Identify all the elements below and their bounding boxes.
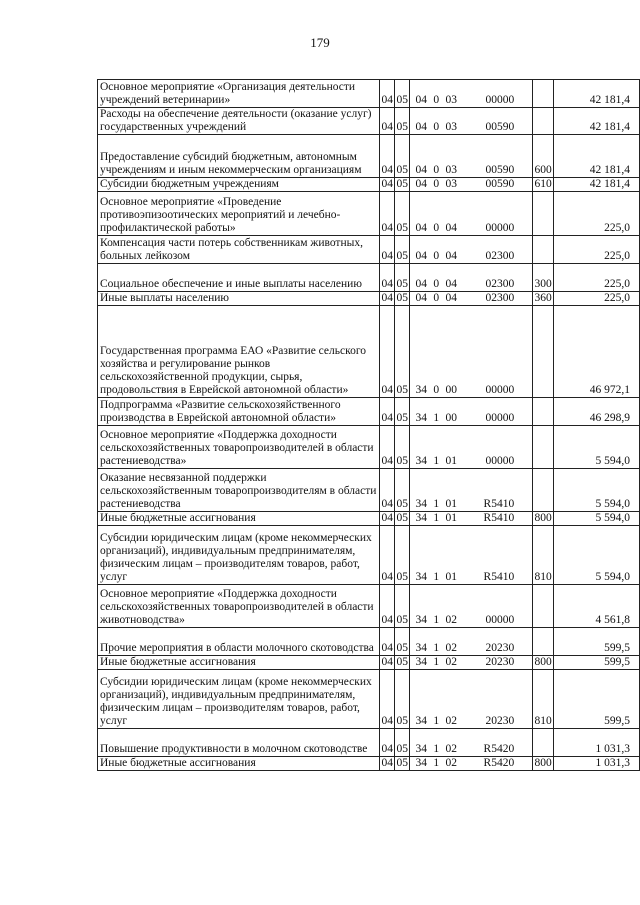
section-code: 04 [380, 729, 395, 757]
target-article-part: 20230 [485, 656, 515, 668]
expense-type-code: 800 [534, 757, 552, 769]
expense-type-code [533, 80, 554, 108]
section-code: 04 [380, 398, 395, 426]
subsection-code: 05 [395, 108, 410, 135]
subsection-code: 05 [395, 526, 410, 585]
table-row [98, 526, 640, 585]
table-row [98, 264, 640, 292]
target-article-code [410, 426, 533, 469]
expense-type-code: 800 [534, 656, 552, 668]
row-amount: 5 594,0 [554, 426, 640, 469]
target-article-part: 34 [415, 715, 427, 727]
row-name: Социальное обеспечение и иные выплаты населению [98, 264, 380, 292]
expense-type-code [533, 628, 554, 656]
expense-type-code [533, 108, 554, 135]
row-amount: 1 031,3 [554, 757, 640, 771]
target-article-code [410, 108, 533, 135]
row-amount: 46 298,9 [554, 398, 640, 426]
subsection-code: 05 [396, 178, 408, 190]
target-article-part: R5420 [483, 743, 515, 755]
table-row [98, 656, 640, 670]
row-amount: 599,5 [554, 628, 640, 656]
subsection-code: 05 [396, 656, 408, 668]
subsection-code: 05 [396, 512, 408, 524]
target-article-part: 02 [445, 642, 457, 654]
target-article-code [410, 264, 533, 292]
target-article-part: 01 [445, 571, 457, 583]
row-amount: 5 594,0 [554, 526, 640, 585]
target-article-part: 0 [433, 384, 440, 396]
row-name: Расходы на обеспечение деятельности (оказание услуг) государственных учреждений [98, 108, 380, 135]
target-article-part: 1 [433, 656, 440, 668]
expense-type-code [533, 306, 554, 398]
target-article-part: 03 [445, 178, 457, 190]
target-article-code [410, 398, 533, 426]
table-row [98, 236, 640, 264]
row-amount: 42 181,4 [554, 178, 640, 192]
target-article-part: 1 [433, 498, 440, 510]
target-article-part: 34 [415, 642, 427, 654]
table-row [98, 80, 640, 108]
target-article-part: 1 [433, 455, 440, 467]
target-article-part: 34 [415, 498, 427, 510]
row-amount: 225,0 [554, 236, 640, 264]
expense-type-code: 800 [534, 512, 552, 524]
target-article-part: R5410 [483, 571, 515, 583]
target-article-part: 00000 [485, 222, 515, 234]
target-article-part: 02300 [485, 250, 515, 262]
row-name: Субсидии юридическим лицам (кроме некоммерческих организаций), индивидуальным предпринимателям, физическим лицам – производителям товаров, работ, услуг [98, 670, 380, 729]
expense-type-code [533, 426, 554, 469]
row-amount: 225,0 [554, 264, 640, 292]
target-article-part: 04 [445, 292, 457, 304]
row-amount: 4 561,8 [554, 585, 640, 628]
row-amount: 599,5 [554, 670, 640, 729]
row-name: Повышение продуктивности в молочном скотоводстве [98, 729, 380, 757]
target-article-part: 0 [433, 292, 440, 304]
expense-type-code: 600 [533, 135, 554, 178]
target-article-part: 04 [415, 121, 427, 133]
section-code: 04 [380, 135, 395, 178]
expense-type-code: 610 [534, 178, 552, 190]
row-amount: 5 594,0 [554, 512, 640, 526]
expense-type-code: 810 [533, 670, 554, 729]
row-name: Основное мероприятие «Поддержка доходности сельскохозяйственных товаропроизводителей в области растениеводства» [98, 426, 380, 469]
target-article-part: 1 [433, 757, 440, 769]
section-code: 04 [380, 264, 395, 292]
target-article-part: R5420 [483, 757, 515, 769]
target-article-part: 04 [415, 250, 427, 262]
section-code: 04 [380, 108, 395, 135]
section-code: 04 [381, 656, 393, 668]
target-article-part: 1 [433, 412, 440, 424]
subsection-code: 05 [395, 135, 410, 178]
expense-type-code: 360 [534, 292, 552, 304]
table-row [98, 670, 640, 729]
section-code: 04 [380, 526, 395, 585]
target-article-part: R5410 [483, 498, 515, 510]
subsection-code: 05 [395, 80, 410, 108]
budget-table [97, 79, 640, 771]
target-article-code [410, 729, 533, 757]
row-name: Субсидии бюджетным учреждениям [98, 178, 380, 192]
target-article-part: 1 [433, 715, 440, 727]
target-article-part: 34 [415, 412, 427, 424]
target-article-part: 34 [415, 757, 427, 769]
target-article-part: 04 [415, 178, 427, 190]
target-article-part: 1 [433, 571, 440, 583]
table-row [98, 729, 640, 757]
row-name: Субсидии юридическим лицам (кроме некоммерческих организаций), индивидуальным предпринимателям, физическим лицам – производителям товаров, работ, услуг [98, 526, 380, 585]
subsection-code: 05 [395, 585, 410, 628]
row-name: Иные бюджетные ассигнования [98, 512, 380, 526]
row-name: Государственная программа ЕАО «Развитие сельского хозяйства и регулирование рынков сельскохозяйственной продукции, сырья, продовольствия в Еврейской автономной области» [98, 306, 380, 398]
target-article-part: 34 [415, 743, 427, 755]
section-code: 04 [380, 585, 395, 628]
row-name: Основное мероприятие «Поддержка доходности сельскохозяйственных товаропроизводителей в области животноводства» [98, 585, 380, 628]
expense-type-code: 300 [533, 264, 554, 292]
section-code: 04 [380, 670, 395, 729]
target-article-part: 00590 [485, 178, 515, 190]
table-row [98, 628, 640, 656]
target-article-code [410, 670, 533, 729]
target-article-part: 20230 [485, 642, 515, 654]
target-article-part: 0 [433, 222, 440, 234]
target-article-code [410, 628, 533, 656]
target-article-part: 04 [415, 164, 427, 176]
row-name: Подпрограмма «Развитие сельскохозяйственного производства в Еврейской автономной области» [98, 398, 380, 426]
target-article-part: 0 [433, 164, 440, 176]
target-article-part: 20230 [485, 715, 515, 727]
subsection-code: 05 [395, 469, 410, 512]
target-article-part: 00000 [485, 455, 515, 467]
target-article-part: 00590 [485, 121, 515, 133]
target-article-code [410, 135, 533, 178]
target-article-part: 04 [415, 292, 427, 304]
target-article-part: 00000 [485, 412, 515, 424]
target-article-part: 0 [433, 94, 440, 106]
expense-type-code [533, 469, 554, 512]
target-article-part: 01 [445, 455, 457, 467]
section-code: 04 [380, 426, 395, 469]
section-code: 04 [380, 469, 395, 512]
target-article-code [410, 469, 533, 512]
subsection-code: 05 [395, 729, 410, 757]
page-number: 179 [310, 35, 330, 50]
target-article-part: 34 [415, 656, 427, 668]
section-code: 04 [380, 192, 395, 236]
section-code: 04 [380, 628, 395, 656]
row-amount: 5 594,0 [554, 469, 640, 512]
expense-type-code [533, 398, 554, 426]
table-row [98, 292, 640, 306]
row-name: Иные выплаты населению [98, 292, 380, 306]
row-name: Иные бюджетные ассигнования [98, 656, 380, 670]
target-article-part: 03 [445, 164, 457, 176]
row-name: Основное мероприятие «Проведение противоэпизоотических мероприятий и лечебно-профилактической работы» [98, 192, 380, 236]
target-article-part: 04 [445, 250, 457, 262]
subsection-code: 05 [395, 628, 410, 656]
target-article-part: 03 [445, 121, 457, 133]
target-article-part: 0 [433, 178, 440, 190]
target-article-part: 01 [445, 512, 457, 524]
subsection-code: 05 [395, 306, 410, 398]
row-amount: 42 181,4 [554, 108, 640, 135]
target-article-part: 0 [433, 250, 440, 262]
target-article-code [410, 306, 533, 398]
row-amount: 225,0 [554, 192, 640, 236]
row-name: Основное мероприятие «Организация деятельности учреждений ветеринарии» [98, 80, 380, 108]
target-article-part: 00000 [485, 384, 515, 396]
target-article-code [410, 585, 533, 628]
table-row [98, 306, 640, 398]
row-amount: 225,0 [554, 292, 640, 306]
section-code: 04 [380, 80, 395, 108]
target-article-part: 1 [433, 512, 440, 524]
target-article-code [410, 656, 533, 670]
target-article-part: 34 [415, 614, 427, 626]
target-article-part: 34 [415, 455, 427, 467]
section-code: 04 [381, 178, 393, 190]
table-row [98, 178, 640, 192]
table-row [98, 398, 640, 426]
row-name: Компенсация части потерь собственникам животных, больных лейкозом [98, 236, 380, 264]
target-article-part: 02300 [485, 292, 515, 304]
table-row [98, 108, 640, 135]
target-article-code [410, 192, 533, 236]
target-article-part: 02 [445, 757, 457, 769]
subsection-code: 05 [395, 236, 410, 264]
target-article-part: 00590 [485, 164, 515, 176]
expense-type-code [533, 236, 554, 264]
expense-type-code [533, 585, 554, 628]
row-amount: 46 972,1 [554, 306, 640, 398]
table-row [98, 469, 640, 512]
target-article-part: 04 [445, 222, 457, 234]
target-article-part: 1 [433, 614, 440, 626]
target-article-code [410, 80, 533, 108]
target-article-part: 04 [415, 94, 427, 106]
table-row [98, 512, 640, 526]
row-name: Прочие мероприятия в области молочного скотоводства [98, 628, 380, 656]
table-row [98, 135, 640, 178]
target-article-part: 02 [445, 656, 457, 668]
target-article-code [410, 236, 533, 264]
section-code: 04 [380, 236, 395, 264]
target-article-part: 04 [415, 222, 427, 234]
target-article-code [410, 292, 533, 306]
target-article-part: 04 [445, 278, 457, 290]
row-amount: 42 181,4 [554, 135, 640, 178]
target-article-part: 02 [445, 715, 457, 727]
target-article-part: 04 [415, 278, 427, 290]
row-amount: 42 181,4 [554, 80, 640, 108]
target-article-part: 34 [415, 571, 427, 583]
subsection-code: 05 [395, 670, 410, 729]
row-amount: 599,5 [554, 656, 640, 670]
target-article-code [410, 526, 533, 585]
row-name: Иные бюджетные ассигнования [98, 757, 380, 771]
expense-type-code [533, 729, 554, 757]
subsection-code: 05 [395, 264, 410, 292]
target-article-part: 00000 [485, 94, 515, 106]
subsection-code: 05 [396, 757, 408, 769]
table-row [98, 757, 640, 771]
row-name: Предоставление субсидий бюджетным, автономным учреждениям и иным некоммерческим организациям [98, 135, 380, 178]
section-code: 04 [381, 292, 393, 304]
target-article-part: 02 [445, 743, 457, 755]
target-article-part: 0 [433, 278, 440, 290]
target-article-part: R5410 [483, 512, 515, 524]
target-article-part: 02 [445, 614, 457, 626]
target-article-part: 03 [445, 94, 457, 106]
section-code: 04 [380, 306, 395, 398]
subsection-code: 05 [396, 292, 408, 304]
target-article-part: 0 [433, 121, 440, 133]
expense-type-code [533, 192, 554, 236]
subsection-code: 05 [395, 192, 410, 236]
target-article-code [410, 512, 533, 526]
table-row [98, 426, 640, 469]
target-article-part: 01 [445, 498, 457, 510]
target-article-part: 34 [415, 512, 427, 524]
subsection-code: 05 [395, 426, 410, 469]
target-article-part: 00 [445, 412, 457, 424]
target-article-code [410, 757, 533, 771]
target-article-code [410, 178, 533, 192]
section-code: 04 [381, 512, 393, 524]
target-article-part: 1 [433, 743, 440, 755]
target-article-part: 34 [415, 384, 427, 396]
target-article-part: 00 [445, 384, 457, 396]
expense-type-code: 810 [533, 526, 554, 585]
subsection-code: 05 [395, 398, 410, 426]
table-row [98, 585, 640, 628]
target-article-part: 1 [433, 642, 440, 654]
row-name: Оказание несвязанной поддержки сельскохозяйственным товаропроизводителям в области растениеводства [98, 469, 380, 512]
target-article-part: 00000 [485, 614, 515, 626]
table-row [98, 192, 640, 236]
row-amount: 1 031,3 [554, 729, 640, 757]
section-code: 04 [381, 757, 393, 769]
target-article-part: 02300 [485, 278, 515, 290]
